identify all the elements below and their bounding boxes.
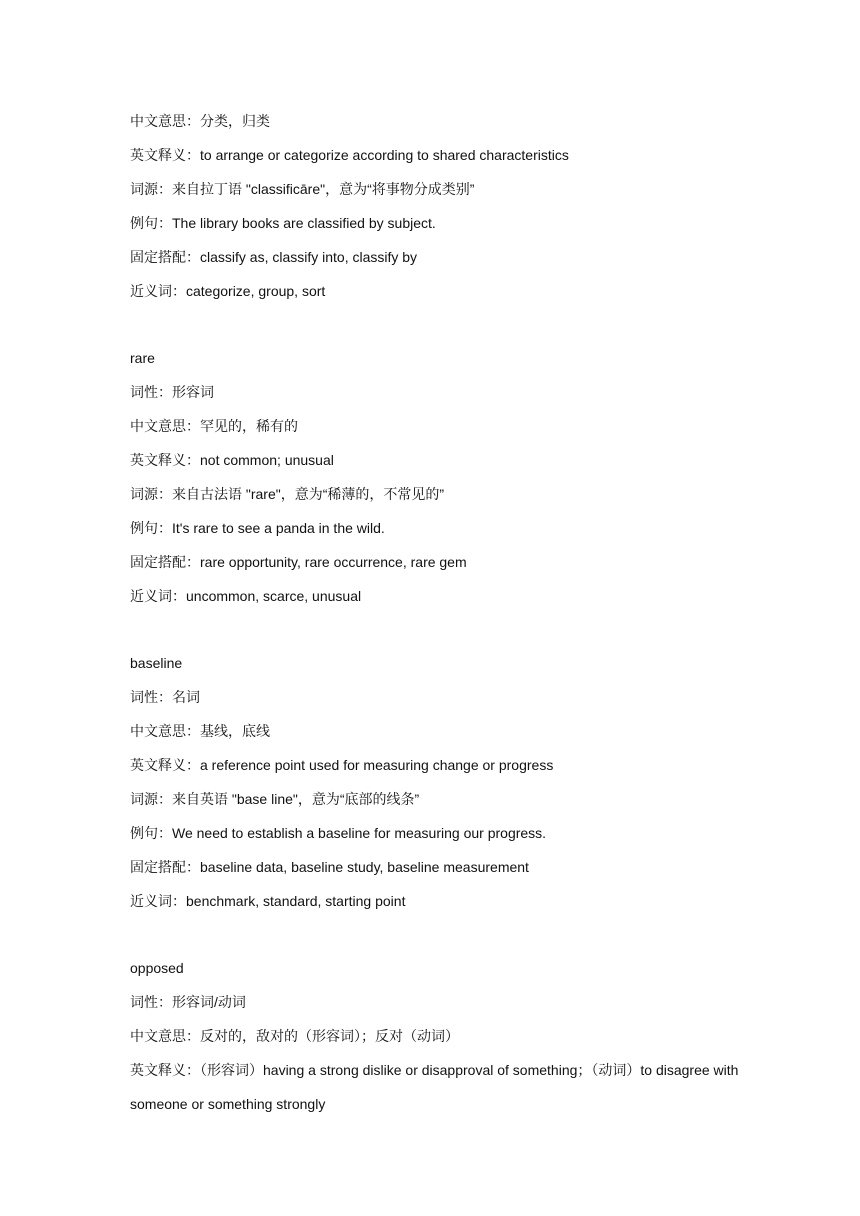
entry-classify bbox=[130, 104, 760, 308]
headword: baseline bbox=[130, 655, 183, 671]
english-definition: 英文释义：a reference point used for measuring change or progress bbox=[130, 757, 554, 773]
example-sentence: 例句：The library books are classified by subject. bbox=[130, 215, 436, 231]
entry-spacer bbox=[130, 613, 760, 646]
example-sentence: 例句：We need to establish a baseline for measuring our progress. bbox=[130, 825, 547, 841]
entry-spacer bbox=[130, 918, 760, 951]
headword: rare bbox=[130, 350, 155, 366]
collocations: 固定搭配：baseline data, baseline study, baseline measurement bbox=[130, 859, 529, 875]
example-sentence: 例句：It's rare to see a panda in the wild. bbox=[130, 520, 385, 536]
etymology: 词源：来自古法语 "rare"，意为“稀薄的，不常见的” bbox=[130, 486, 445, 502]
etymology: 词源：来自英语 "base line"，意为“底部的线条” bbox=[130, 791, 420, 807]
entry-baseline bbox=[130, 646, 760, 918]
english-definition: 英文释义：to arrange or categorize according to shared characteristics bbox=[130, 147, 569, 163]
chinese-meaning: 中文意思：罕见的，稀有的 bbox=[130, 418, 298, 434]
headword: opposed bbox=[130, 960, 184, 976]
entry-rare bbox=[130, 341, 760, 613]
entry-opposed bbox=[130, 951, 760, 1121]
collocations: 固定搭配：classify as, classify into, classify by bbox=[130, 249, 418, 265]
english-definition: 英文释义：（形容词）having a strong dislike or disapproval of something；（动词）to disagree with someone or something strongly bbox=[130, 1062, 739, 1112]
entry-spacer bbox=[130, 308, 760, 341]
part-of-speech: 词性：形容词/动词 bbox=[130, 994, 246, 1010]
document-page bbox=[130, 104, 760, 1121]
part-of-speech: 词性：名词 bbox=[130, 689, 200, 705]
etymology: 词源：来自拉丁语 "classificāre"，意为“将事物分成类别” bbox=[130, 181, 475, 197]
collocations: 固定搭配：rare opportunity, rare occurrence, rare gem bbox=[130, 554, 467, 570]
chinese-meaning: 中文意思：分类，归类 bbox=[130, 113, 270, 129]
chinese-meaning: 中文意思：反对的，敌对的（形容词）；反对（动词） bbox=[130, 1028, 459, 1044]
synonyms: 近义词：categorize, group, sort bbox=[130, 283, 326, 299]
english-definition: 英文释义：not common; unusual bbox=[130, 452, 334, 468]
synonyms: 近义词：uncommon, scarce, unusual bbox=[130, 588, 362, 604]
chinese-meaning: 中文意思：基线，底线 bbox=[130, 723, 270, 739]
part-of-speech: 词性：形容词 bbox=[130, 384, 214, 400]
synonyms: 近义词：benchmark, standard, starting point bbox=[130, 893, 406, 909]
